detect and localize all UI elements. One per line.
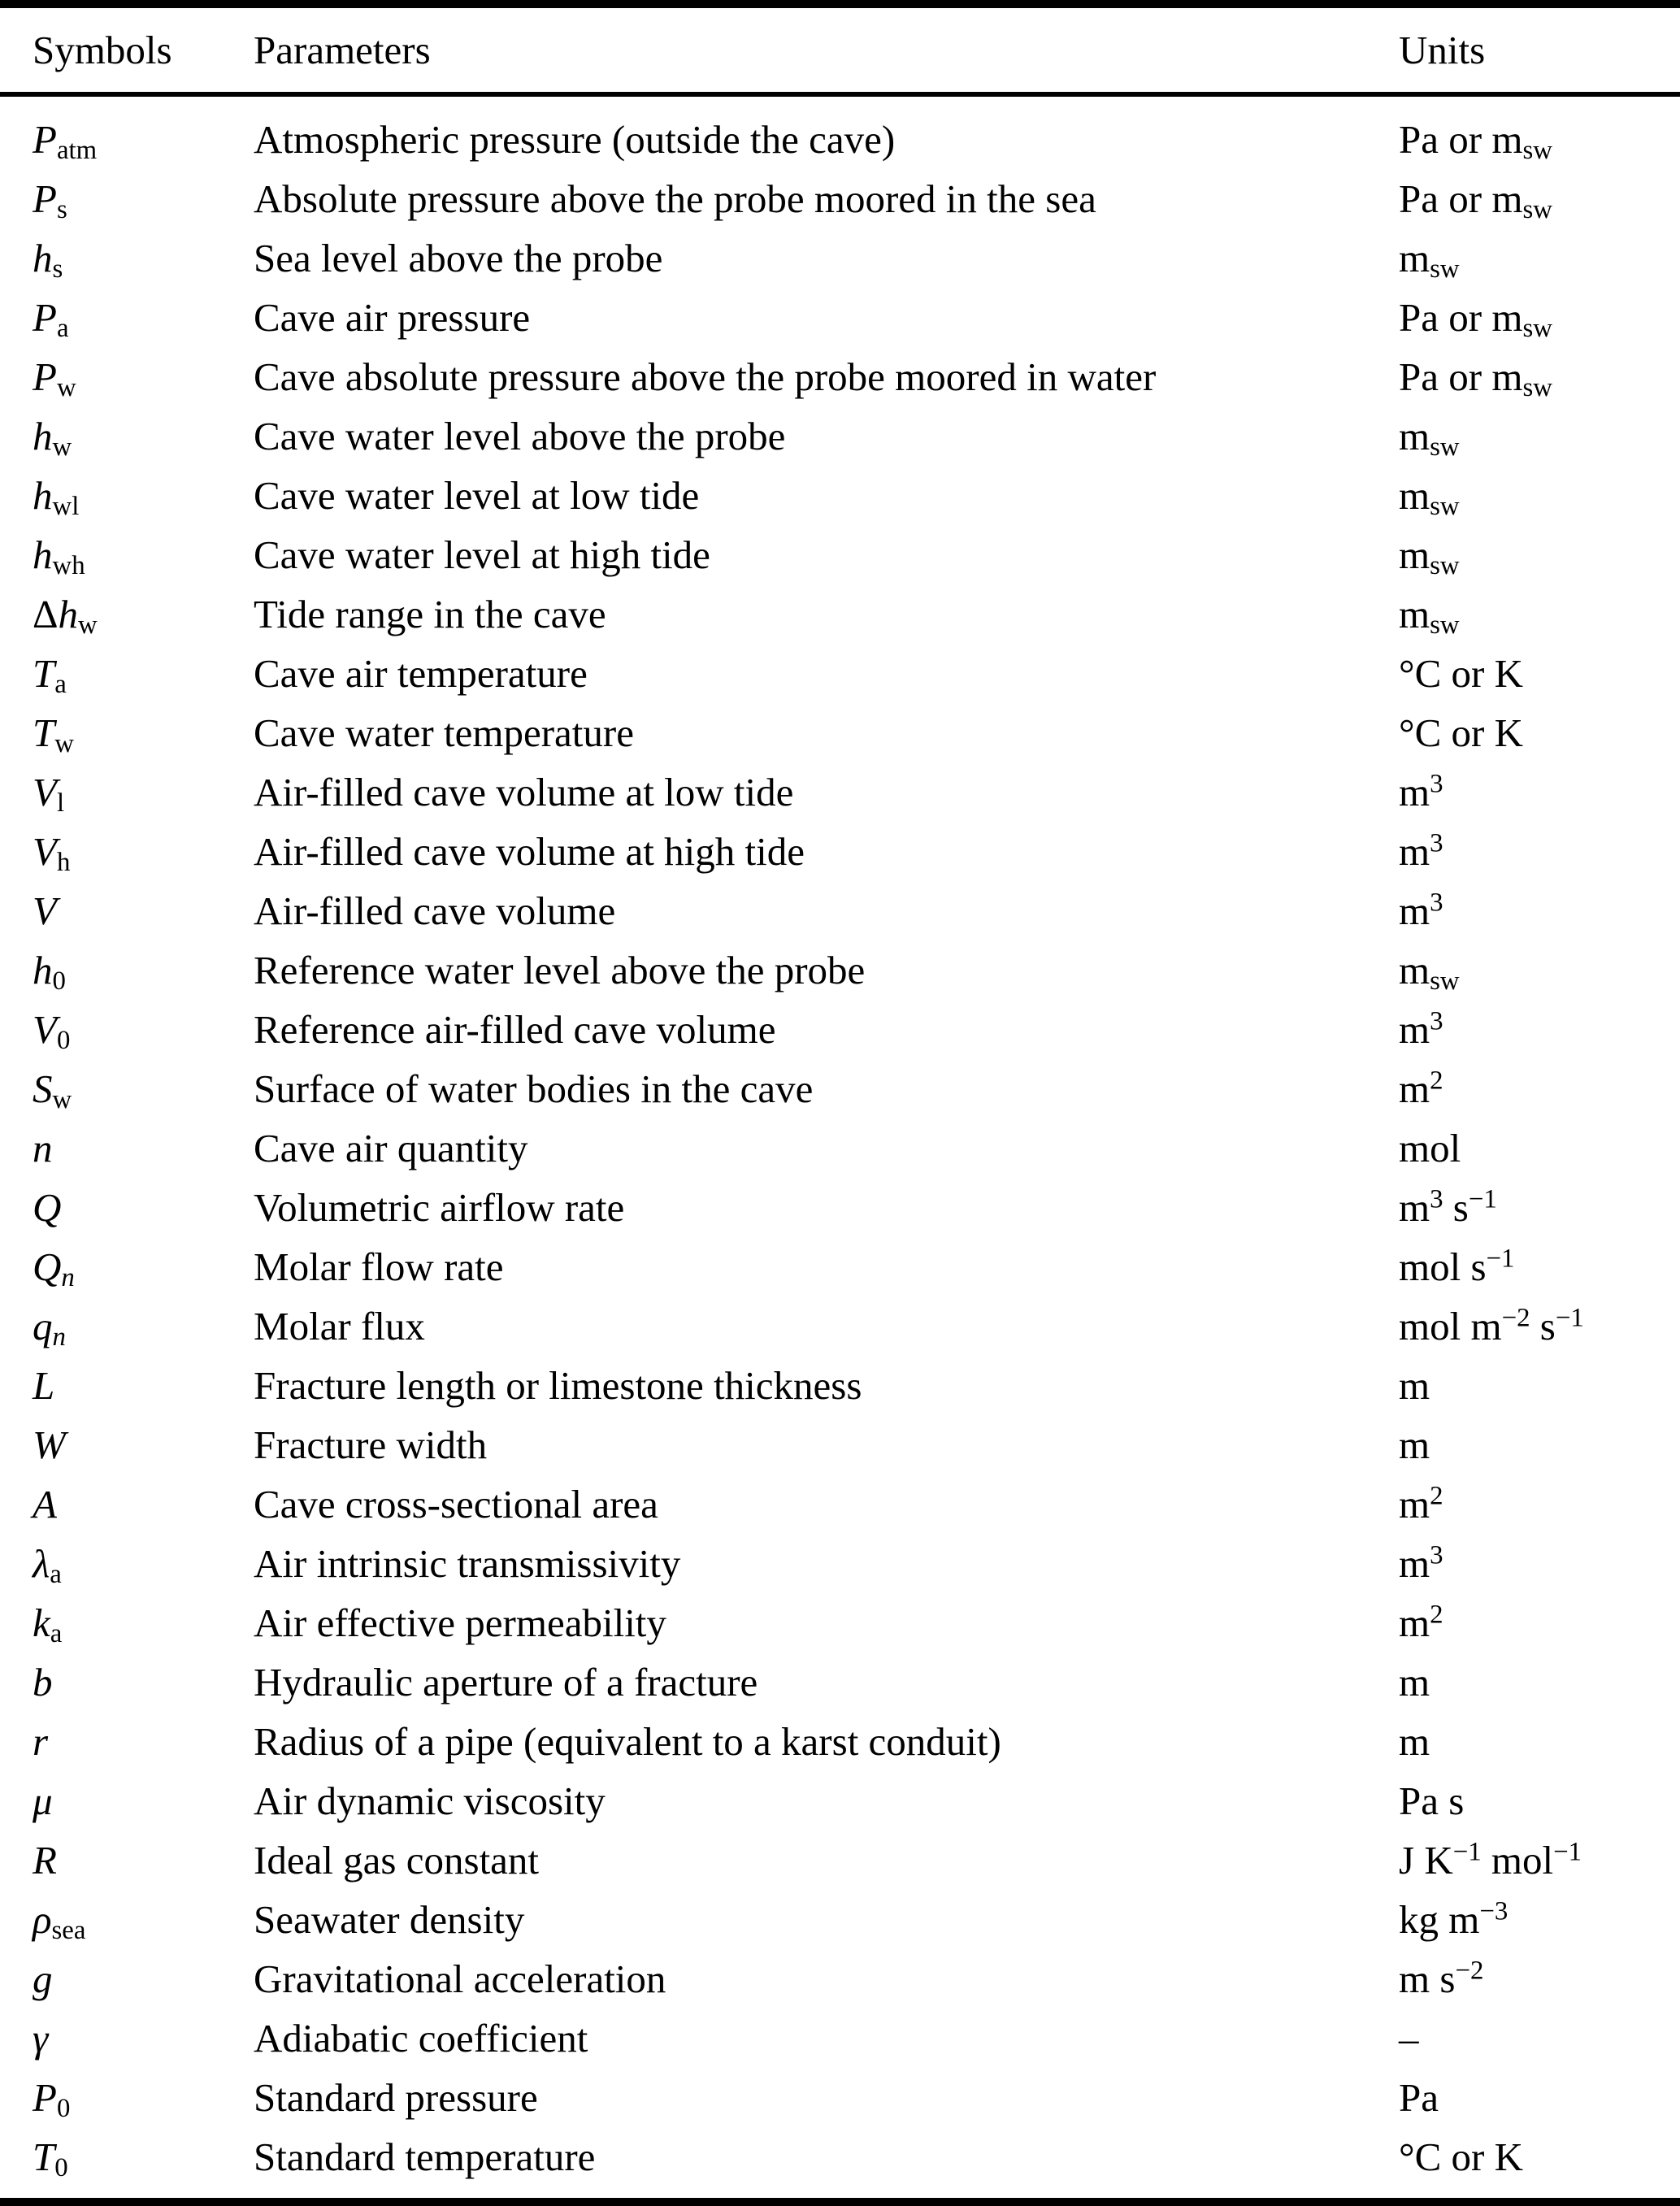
units-cell: msw bbox=[1399, 473, 1460, 522]
symbol-cell: Q bbox=[33, 1185, 62, 1230]
units-cell: °C or K bbox=[1399, 651, 1523, 696]
symbol-cell: γ bbox=[33, 2016, 49, 2061]
table-bottom-rule bbox=[0, 2198, 1680, 2206]
units-cell: mol $m^{-2}$ $s^{-1}$ bbox=[1399, 1303, 1584, 1348]
parameter-cell: Cave water temperature bbox=[254, 710, 634, 755]
units-cell: m bbox=[1399, 1363, 1430, 1408]
units-cell: msw bbox=[1399, 532, 1460, 581]
parameter-cell: Reference air-filled cave volume bbox=[254, 1007, 776, 1052]
parameter-cell: Air effective permeability bbox=[254, 1600, 666, 1645]
units-cell: $m^3$ bbox=[1399, 828, 1443, 874]
units-cell: J $K^{-1}$ mol$^{-1}$ bbox=[1399, 1837, 1582, 1882]
parameter-cell: Air-filled cave volume at low tide bbox=[254, 770, 794, 814]
parameter-cell: Surface of water bodies in the cave bbox=[254, 1066, 814, 1111]
symbol-cell: A bbox=[33, 1482, 57, 1526]
parameter-cell: Cave air temperature bbox=[254, 651, 588, 696]
parameter-cell: Cave water level at high tide bbox=[254, 532, 710, 577]
units-cell: Pa or msw bbox=[1399, 117, 1552, 166]
units-cell: °C or K bbox=[1399, 2134, 1523, 2179]
table-body bbox=[0, 97, 1680, 2198]
column-header-parameters: Parameters bbox=[254, 28, 431, 72]
units-cell: $m^2$ bbox=[1399, 1481, 1443, 1526]
symbol-cell: V0 bbox=[33, 1007, 71, 1056]
units-cell: Pa or msw bbox=[1399, 354, 1552, 403]
symbol-cell: μ bbox=[33, 1778, 53, 1823]
units-cell: Pa bbox=[1399, 2075, 1439, 2120]
units-cell: mol bbox=[1399, 1126, 1461, 1170]
symbol-cell: Vh bbox=[33, 829, 71, 878]
parameter-cell: Air dynamic viscosity bbox=[254, 1778, 606, 1823]
units-cell: mol $s^{-1}$ bbox=[1399, 1244, 1515, 1289]
symbol-cell: Qn bbox=[33, 1244, 75, 1293]
parameter-cell: Molar flux bbox=[254, 1304, 425, 1348]
parameter-cell: Molar flow rate bbox=[254, 1244, 504, 1289]
units-cell: m $s^{-2}$ bbox=[1399, 1956, 1484, 2001]
units-cell: m bbox=[1399, 1719, 1430, 1764]
parameter-cell: Standard pressure bbox=[254, 2075, 538, 2120]
symbol-cell: g bbox=[33, 1956, 53, 2001]
symbol-cell: Ps bbox=[33, 176, 67, 225]
parameter-cell: Fracture length or limestone thickness bbox=[254, 1363, 862, 1408]
symbol-cell: r bbox=[33, 1719, 49, 1764]
parameter-cell: Cave absolute pressure above the probe moored in water bbox=[254, 354, 1157, 399]
table-header-row bbox=[0, 8, 1680, 92]
parameter-cell: Air intrinsic transmissivity bbox=[254, 1541, 681, 1586]
parameter-cell: Absolute pressure above the probe moored in the sea bbox=[254, 176, 1096, 221]
symbol-cell: hw bbox=[33, 414, 72, 462]
units-cell: $m^2$ bbox=[1399, 1066, 1443, 1111]
symbol-cell: Patm bbox=[33, 117, 98, 166]
symbol-cell: V bbox=[33, 888, 57, 933]
units-cell: m bbox=[1399, 1660, 1430, 1704]
symbol-cell: Ta bbox=[33, 651, 67, 700]
parameter-cell: Seawater density bbox=[254, 1897, 525, 1942]
symbol-cell: Tw bbox=[33, 710, 74, 759]
parameter-cell: Adiabatic coefficient bbox=[254, 2016, 588, 2061]
column-header-symbols: Symbols bbox=[33, 28, 172, 72]
units-cell: m bbox=[1399, 1422, 1430, 1467]
symbol-cell: R bbox=[33, 1838, 57, 1882]
units-cell: – bbox=[1399, 2016, 1419, 2061]
symbol-cell: b bbox=[33, 1660, 53, 1704]
symbol-cell: hs bbox=[33, 236, 63, 284]
symbol-cell: h0 bbox=[33, 948, 66, 997]
parameter-cell: Gravitational acceleration bbox=[254, 1956, 666, 2001]
units-cell: $m^3$ bbox=[1399, 769, 1443, 814]
units-cell: Pa or msw bbox=[1399, 176, 1552, 225]
parameter-cell: Cave water level at low tide bbox=[254, 473, 700, 518]
symbol-cell: hwl bbox=[33, 473, 80, 522]
symbol-cell: ka bbox=[33, 1600, 63, 1649]
units-cell: msw bbox=[1399, 414, 1460, 462]
units-cell: $m^3$ bbox=[1399, 1540, 1443, 1586]
symbol-cell: T0 bbox=[33, 2134, 68, 2183]
parameter-cell: Sea level above the probe bbox=[254, 236, 663, 280]
parameter-cell: Cave cross-sectional area bbox=[254, 1482, 658, 1526]
parameter-cell: Atmospheric pressure (outside the cave) bbox=[254, 117, 896, 162]
units-cell: $m^3$ bbox=[1399, 1006, 1443, 1052]
units-cell: $m^3$ $s^{-1}$ bbox=[1399, 1184, 1497, 1230]
symbol-cell: P0 bbox=[33, 2075, 71, 2124]
parameter-cell: Cave air pressure bbox=[254, 295, 531, 340]
parameter-cell: Air-filled cave volume at high tide bbox=[254, 829, 805, 874]
symbol-cell: λa bbox=[33, 1541, 62, 1590]
symbol-cell: ρsea bbox=[33, 1897, 86, 1946]
units-cell: $m^2$ bbox=[1399, 1600, 1443, 1645]
parameter-cell: Air-filled cave volume bbox=[254, 888, 616, 933]
column-header-units: Units bbox=[1399, 28, 1486, 72]
parameter-cell: Ideal gas constant bbox=[254, 1838, 540, 1882]
units-cell: °C or K bbox=[1399, 710, 1523, 755]
units-cell: msw bbox=[1399, 236, 1460, 284]
parameter-cell: Volumetric airflow rate bbox=[254, 1185, 625, 1230]
parameter-cell: Standard temperature bbox=[254, 2134, 596, 2179]
units-cell: $m^3$ bbox=[1399, 888, 1443, 933]
parameter-cell: Hydraulic aperture of a fracture bbox=[254, 1660, 758, 1704]
units-cell: Pa or msw bbox=[1399, 295, 1552, 344]
table-top-rule bbox=[0, 0, 1680, 8]
parameter-cell: Reference water level above the probe bbox=[254, 948, 866, 992]
symbol-cell: W bbox=[33, 1422, 66, 1467]
symbol-cell: Pa bbox=[33, 295, 69, 344]
parameter-cell: Cave water level above the probe bbox=[254, 414, 786, 458]
symbol-cell: Sw bbox=[33, 1066, 72, 1115]
symbol-cell: Pw bbox=[33, 354, 76, 403]
parameter-cell: Fracture width bbox=[254, 1422, 488, 1467]
parameter-cell: Tide range in the cave bbox=[254, 592, 606, 636]
units-cell: msw bbox=[1399, 948, 1460, 997]
parameter-cell: Radius of a pipe (equivalent to a karst conduit) bbox=[254, 1719, 1001, 1764]
symbol-cell: qn bbox=[33, 1304, 66, 1353]
units-cell: kg $m^{-3}$ bbox=[1399, 1896, 1509, 1942]
symbol-cell: Δhw bbox=[33, 592, 98, 641]
parameter-cell: Cave air quantity bbox=[254, 1126, 528, 1170]
units-cell: msw bbox=[1399, 592, 1460, 641]
units-cell: Pa s bbox=[1399, 1778, 1465, 1823]
symbol-cell: n bbox=[33, 1126, 53, 1170]
symbol-cell: L bbox=[33, 1363, 55, 1408]
symbol-cell: Vl bbox=[33, 770, 65, 819]
symbol-cell: hwh bbox=[33, 532, 85, 581]
